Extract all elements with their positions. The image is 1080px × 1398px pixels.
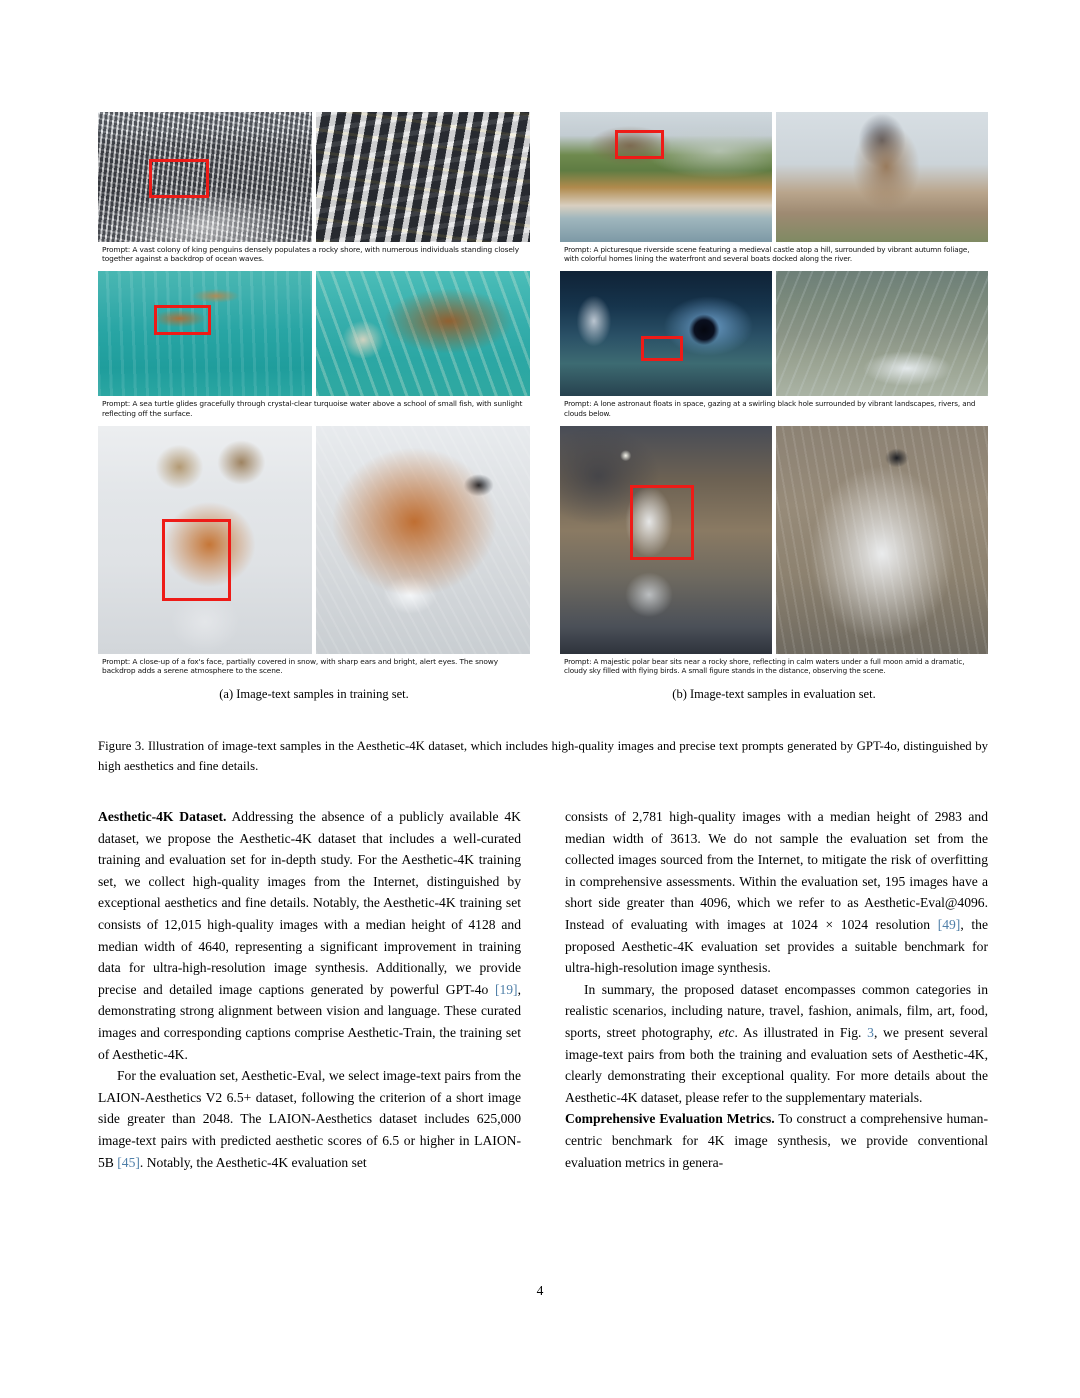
image-pair <box>98 112 530 242</box>
sample-king-penguins <box>98 112 530 265</box>
figure-caption: Figure 3. Illustration of image-text samples in the Aesthetic-4K dataset, which includes high-quality images and precise text prompts generated by GPT-4o, distinguished by high aesthetics and fine details. <box>98 739 988 773</box>
source-image-sea-turtle <box>98 271 312 396</box>
prompt-text: Prompt: A majestic polar bear sits near a rocky shore, reflecting in calm waters under a full moon amid a dramatic, cloudy sky filled with flying birds. A small figure stands in the distance, observing the scene. <box>564 656 965 676</box>
body-text <box>98 806 988 1173</box>
subcaption-b: (b) Image-text samples in evaluation set. <box>672 687 876 702</box>
paragraph-evaluation-metrics <box>565 1108 988 1173</box>
artwork <box>776 271 988 396</box>
source-image-king-penguins <box>98 112 312 242</box>
prompt-text: Prompt: A vast colony of king penguins densely populates a rocky shore, with numerous individuals standing closely together against a backdrop of ocean waves. <box>102 245 519 264</box>
image-pair <box>98 271 530 396</box>
source-image-polar-bear <box>560 426 772 654</box>
detail-image-sea-turtle <box>316 271 530 396</box>
figure-column-evaluation <box>560 112 988 702</box>
citation-19[interactable]: [19] <box>494 981 518 997</box>
prompt-text: Prompt: A picturesque riverside scene featuring a medieval castle atop a hill, surrounded by vibrant autumn foliage, with colorful homes lining the waterfront and several boats docked along the river. <box>564 245 970 264</box>
paragraph-eval-stats <box>565 806 988 979</box>
paragraph-body: For the evaluation set, Aesthetic-Eval, we select image-text pairs from the LAION-Aesthetics V2 6.5+ dataset, following the criterion of a short image side greater than 2048. The LAION-Aesthetics dataset includes 625,000 image-text pairs with predicted aesthetic scores of 6.5 or higher in LAION-5B <box>98 1068 521 1170</box>
etc-italic: etc <box>718 1024 735 1040</box>
detail-image-king-penguins <box>316 112 530 242</box>
paragraph-heading: Comprehensive Evaluation Metrics. <box>565 1111 775 1127</box>
paragraph-evaluation-set <box>98 1065 521 1173</box>
right-column <box>565 806 988 1173</box>
artwork <box>98 426 312 654</box>
paragraph-body: Addressing the absence of a publicly available 4K dataset, we propose the Aesthetic-4K dataset that includes a well-curated training and evaluation set for in-depth study. For the Aesthetic-4K training set, we collect high-quality images from the Internet, distinguished by exceptional aesthetics and fine details. Notably, the Aesthetic-4K training set consists of 12,015 high-quality images with a median height of 4128 and median width of 4640, representing a significant improvement in training data for ultra-high-resolution image synthesis. Additionally, we provide precise and detailed image captions generated by powerful GPT-4o <box>98 809 521 997</box>
paragraph-body-cont: , demonstrating strong alignment between vision and language. These curated images and corresponding captions comprise Aesthetic-Train, the training set of Aesthetic-4K. <box>98 981 521 1062</box>
artwork <box>316 271 530 396</box>
sample-polar-bear <box>560 426 988 677</box>
detail-image-polar-bear <box>776 426 988 654</box>
figure-reference-3[interactable]: 3 <box>867 1024 874 1040</box>
citation-45[interactable]: [45] <box>117 1154 140 1170</box>
artwork <box>776 426 988 654</box>
figure-column-training <box>98 112 530 702</box>
sample-riverside-castle <box>560 112 988 265</box>
paragraph-body-cont: . As illustrated in Fig. <box>734 1024 868 1040</box>
left-column <box>98 806 521 1173</box>
citation-49[interactable]: [49] <box>937 916 961 932</box>
paragraph-summary <box>565 979 988 1109</box>
detail-image-astronaut-black-hole <box>776 271 988 396</box>
paragraph-heading: Aesthetic-4K Dataset. <box>98 809 227 824</box>
paragraph-body-cont2: , we present several image-text pairs from both the training and evaluation sets of Aesthetic-4K, clearly demonstrating their exceptional quality. For more details about the Aesthetic-4K dataset, please refer to the supplementary materials. <box>565 1024 988 1105</box>
paragraph-body-cont: . Notably, the Aesthetic-4K evaluation set <box>139 1154 367 1170</box>
prompt-text: Prompt: A close-up of a fox's face, partially covered in snow, with sharp ears and bright, alert eyes. The snowy backdrop adds a serene atmosphere to the scene. <box>102 656 498 676</box>
figure-3 <box>98 112 988 702</box>
source-image-snowy-fox <box>98 426 312 654</box>
image-pair <box>560 112 988 242</box>
paragraph-aesthetic-4k-dataset <box>98 806 521 1065</box>
paragraph-body: consists of 2,781 high-quality images with a median height of 2983 and median width of 3613. We do not sample the evaluation set from the collected images sourced from the Internet, to mitigate the risk of overfitting in comprehensive assessments. Within the evaluation set, 195 images have a short side greater than 4096, which we refer to as Aesthetic-Eval@4096. Instead of evaluating with images at 1024 × 1024 resolution <box>565 809 988 932</box>
image-pair <box>98 426 530 654</box>
prompt-text: Prompt: A lone astronaut floats in space, gazing at a swirling black hole surrounded by vibrant landscapes, rivers, and clouds below. <box>564 399 976 418</box>
artwork <box>98 112 312 242</box>
artwork <box>560 112 772 242</box>
detail-image-riverside-castle <box>776 112 988 242</box>
artwork <box>316 426 530 654</box>
artwork <box>560 426 772 654</box>
paragraph-body: To construct a comprehensive human-centric benchmark for 4K image synthesis, we provide conventional evaluation metrics in genera- <box>565 1111 988 1170</box>
image-pair <box>560 271 988 396</box>
source-image-riverside-castle <box>560 112 772 242</box>
paragraph-body-cont: , the proposed Aesthetic-4K evaluation set provides a suitable benchmark for ultra-high-resolution image synthesis. <box>565 916 989 976</box>
page-number: 4 <box>536 1283 544 1298</box>
sample-sea-turtle <box>98 271 530 419</box>
artwork <box>98 271 312 396</box>
artwork <box>316 112 530 242</box>
paragraph-body: In summary, the proposed dataset encompasses common categories in realistic scenarios, including nature, travel, fashion, animals, film, art, food, sports, street photography, <box>565 981 988 1040</box>
sample-snowy-fox <box>98 426 530 677</box>
sample-astronaut-black-hole <box>560 271 988 419</box>
prompt-text: Prompt: A sea turtle glides gracefully through crystal-clear turquoise water above a school of small fish, with sunlight reflecting off the surface. <box>102 399 523 418</box>
source-image-astronaut-black-hole <box>560 271 772 396</box>
subcaption-a: (a) Image-text samples in training set. <box>219 687 409 702</box>
artwork <box>560 271 772 396</box>
detail-image-snowy-fox <box>316 426 530 654</box>
image-pair <box>560 426 988 654</box>
artwork <box>776 112 988 242</box>
